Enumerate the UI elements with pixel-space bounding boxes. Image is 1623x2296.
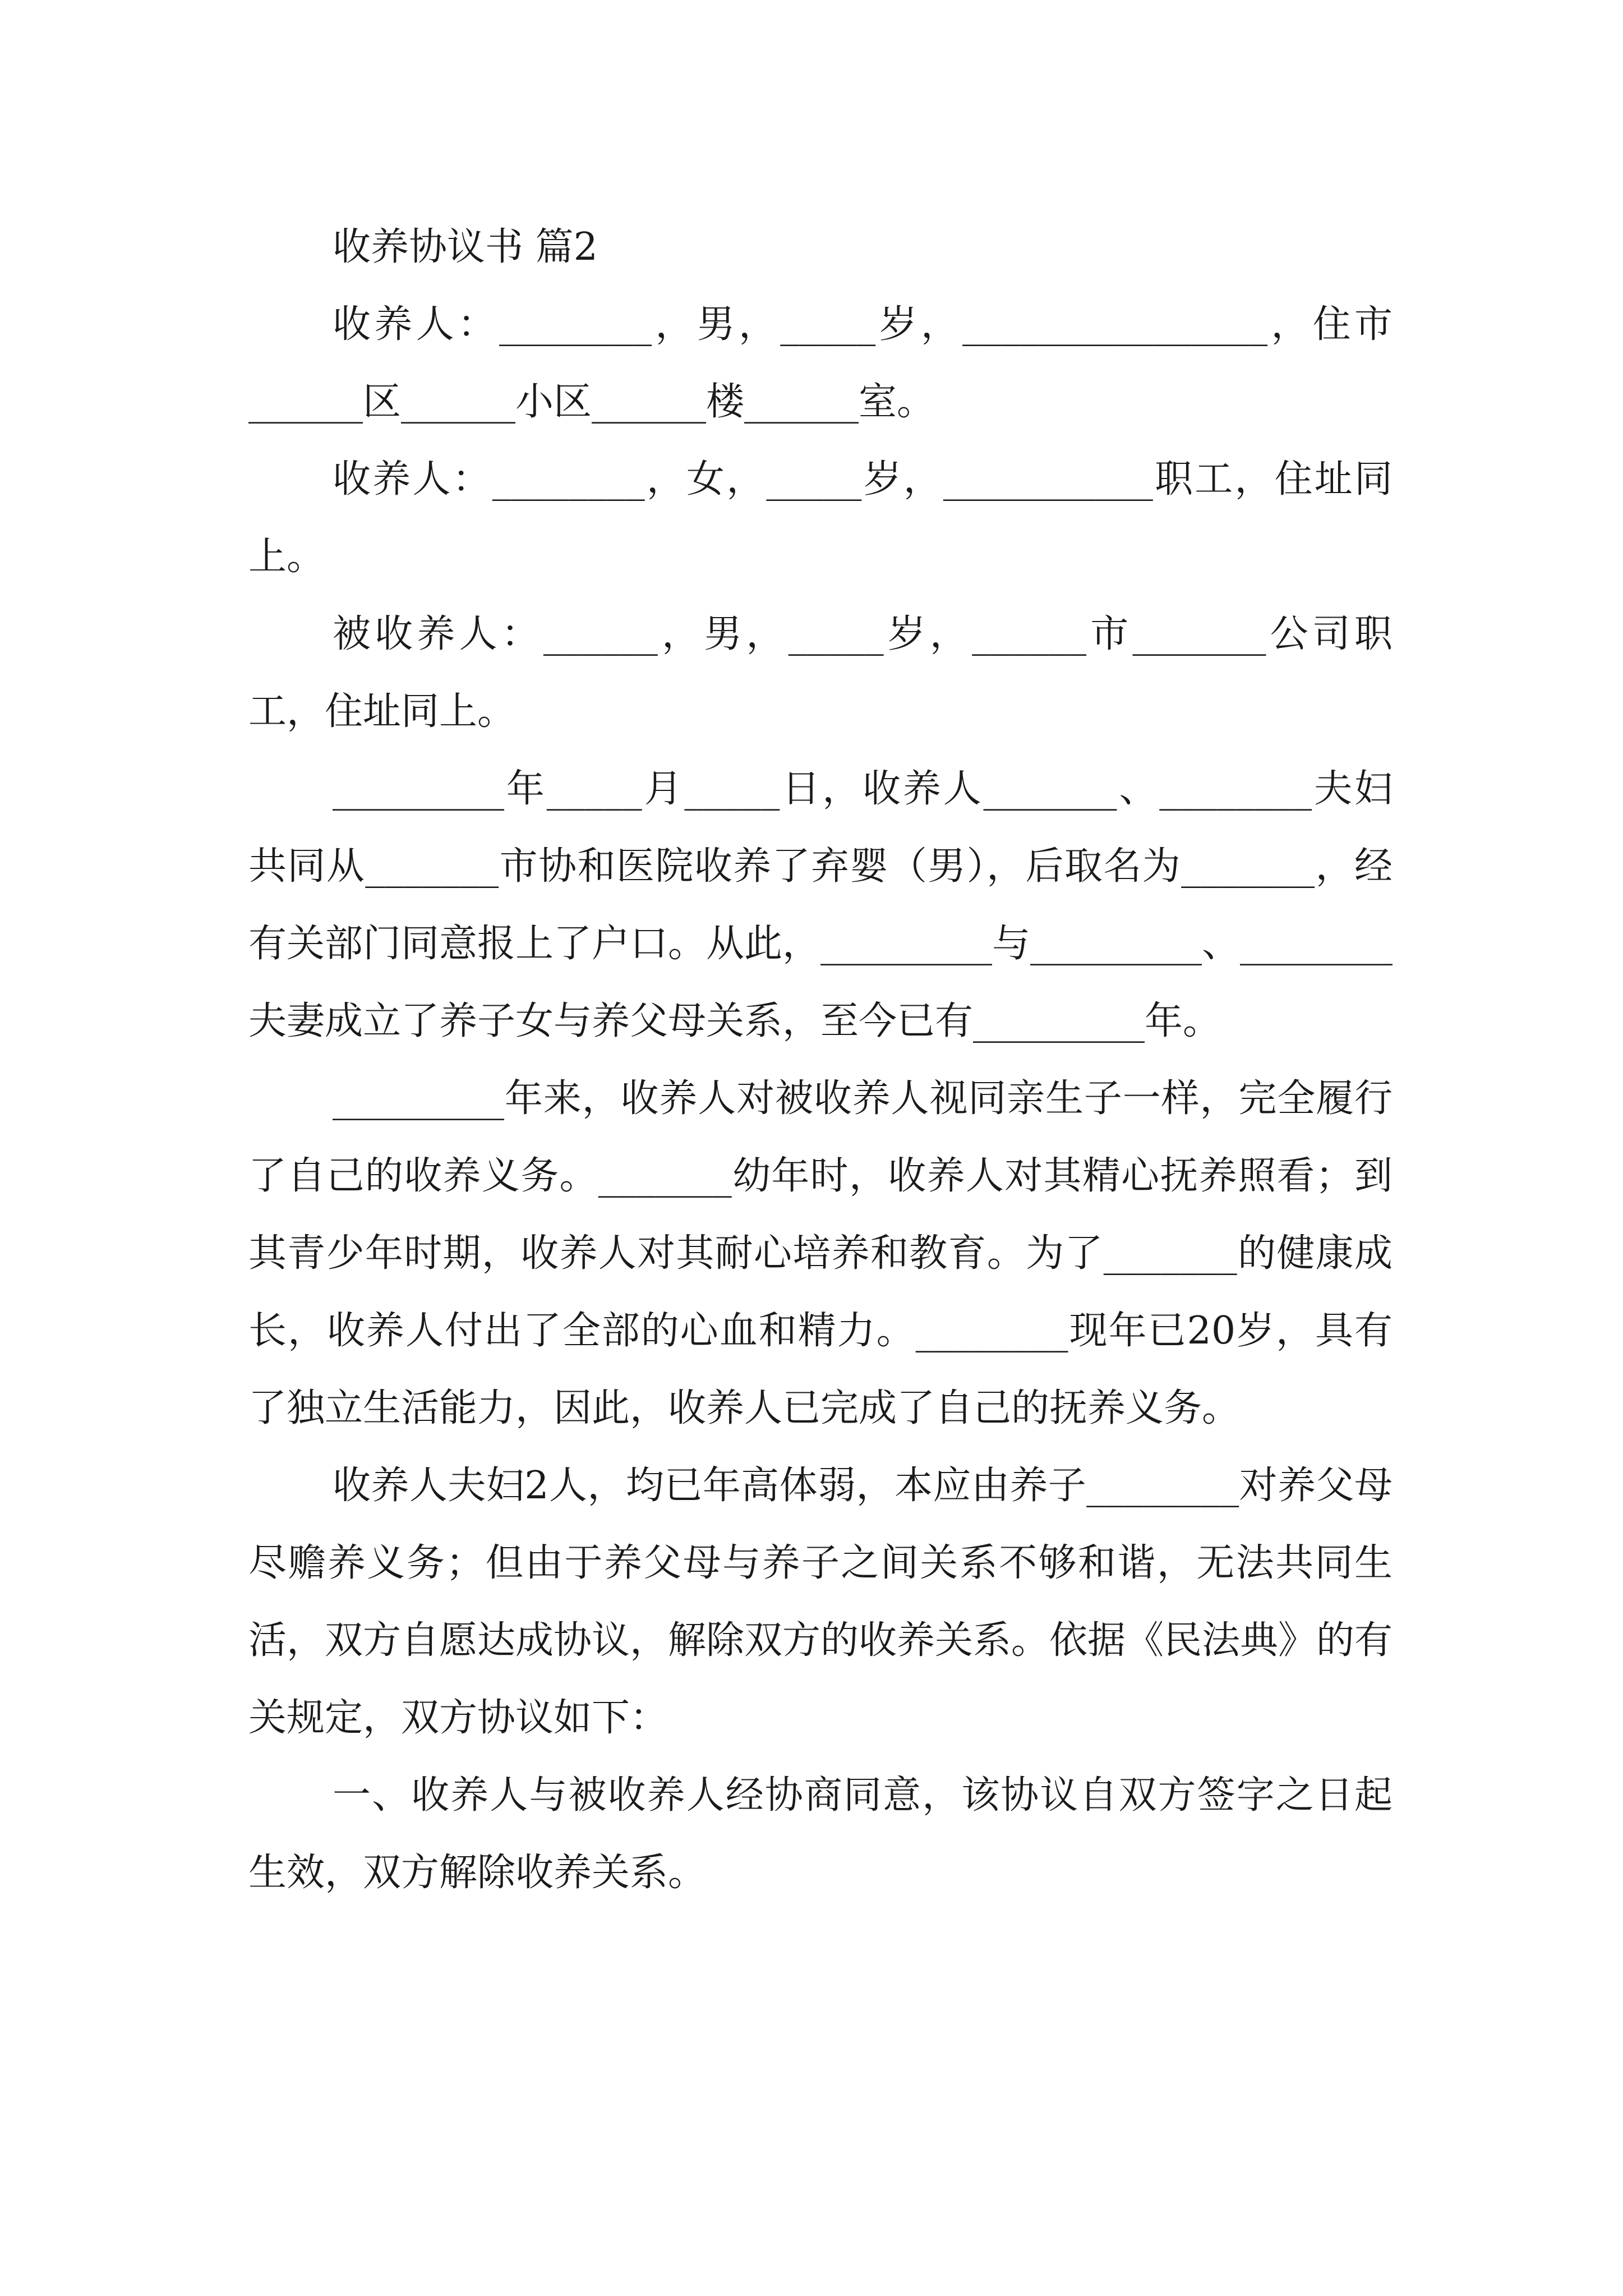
paragraph-adoptee: 被收养人：______，男，_____岁，______市_______公司职工，住址同上。 <box>248 612 1393 734</box>
paragraph-adopter-male: 收养人：________，男，_____岁，________________，住市______区______小区______楼______室。 <box>248 302 1393 424</box>
document-body <box>248 209 1393 1912</box>
paragraph-clause-one: 一、收养人与被收养人经协商同意，该协议自双方签字之日起生效，双方解除收养关系。 <box>248 1773 1393 1895</box>
paragraph-adoption-history: _________年_____月_____日，收养人_______、________夫妇共同从_______市协和医院收养了弃婴（男），后取名为_______，经有关部门同意报上了户口。从此，_________与_________、________夫妻成立了养子女与养父母关系，至今已有_________年。 <box>248 767 1393 1043</box>
paragraph-adopter-female: 收养人：________，女，_____岁，___________职工，住址同上。 <box>248 457 1393 579</box>
paragraph-dissolution-reason: 收养人夫妇2人，均已年高体弱，本应由养子________对养父母尽赡养义务；但由于养父母与养子之间关系不够和谐，无法共同生活，双方自愿达成协议，解除双方的收养关系。依据《民法典》的有关规定，双方协议如下： <box>248 1464 1393 1740</box>
document-title: 收养协议书 篇2 <box>333 225 598 269</box>
paragraph-upbringing: _________年来，收养人对被收养人视同亲生子一样，完全履行了自己的收养义务。_______幼年时，收养人对其精心抚养照看；到其青少年时期，收养人对其耐心培养和教育。为了_______的健康成长，收养人付出了全部的心血和精力。________现年已20岁，具有了独立生活能力，因此，收养人已完成了自己的抚养义务。 <box>248 1076 1393 1430</box>
